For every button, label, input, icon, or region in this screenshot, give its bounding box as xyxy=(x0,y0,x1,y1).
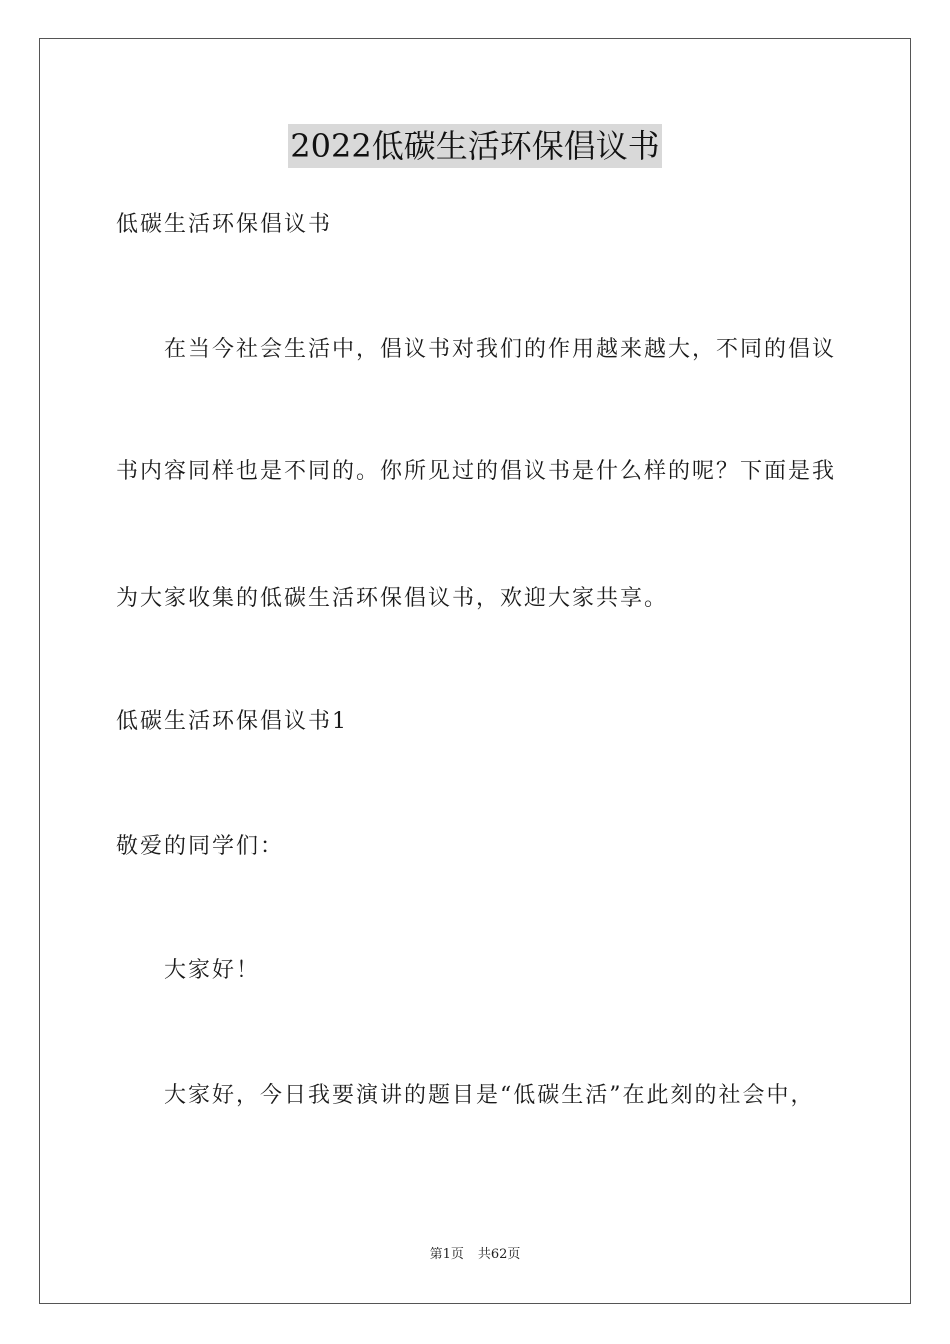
document-title: 2022低碳生活环保倡议书 xyxy=(288,124,661,168)
paragraph-line: 在当今社会生活中，倡议书对我们的作用越来越大，不同的倡议 xyxy=(164,337,837,362)
salutation-line: 敬爱的同学们： xyxy=(116,834,285,859)
title-container xyxy=(0,124,950,168)
page-footer xyxy=(0,1246,950,1264)
subtitle-line: 低碳生活环保倡议书 xyxy=(116,212,333,237)
greeting-line: 大家好！ xyxy=(164,958,261,983)
page-number: 第1页 xyxy=(429,1247,464,1262)
paragraph-line: 书内容同样也是不同的。你所见过的倡议书是什么样的呢？下面是我 xyxy=(116,459,837,484)
paragraph-line: 大家好，今日我要演讲的题目是“低碳生活”在此刻的社会中， xyxy=(164,1083,815,1108)
page-total: 共62页 xyxy=(477,1247,521,1262)
section-heading: 低碳生活环保倡议书1 xyxy=(116,709,348,734)
paragraph-line: 为大家收集的低碳生活环保倡议书，欢迎大家共享。 xyxy=(116,586,669,611)
